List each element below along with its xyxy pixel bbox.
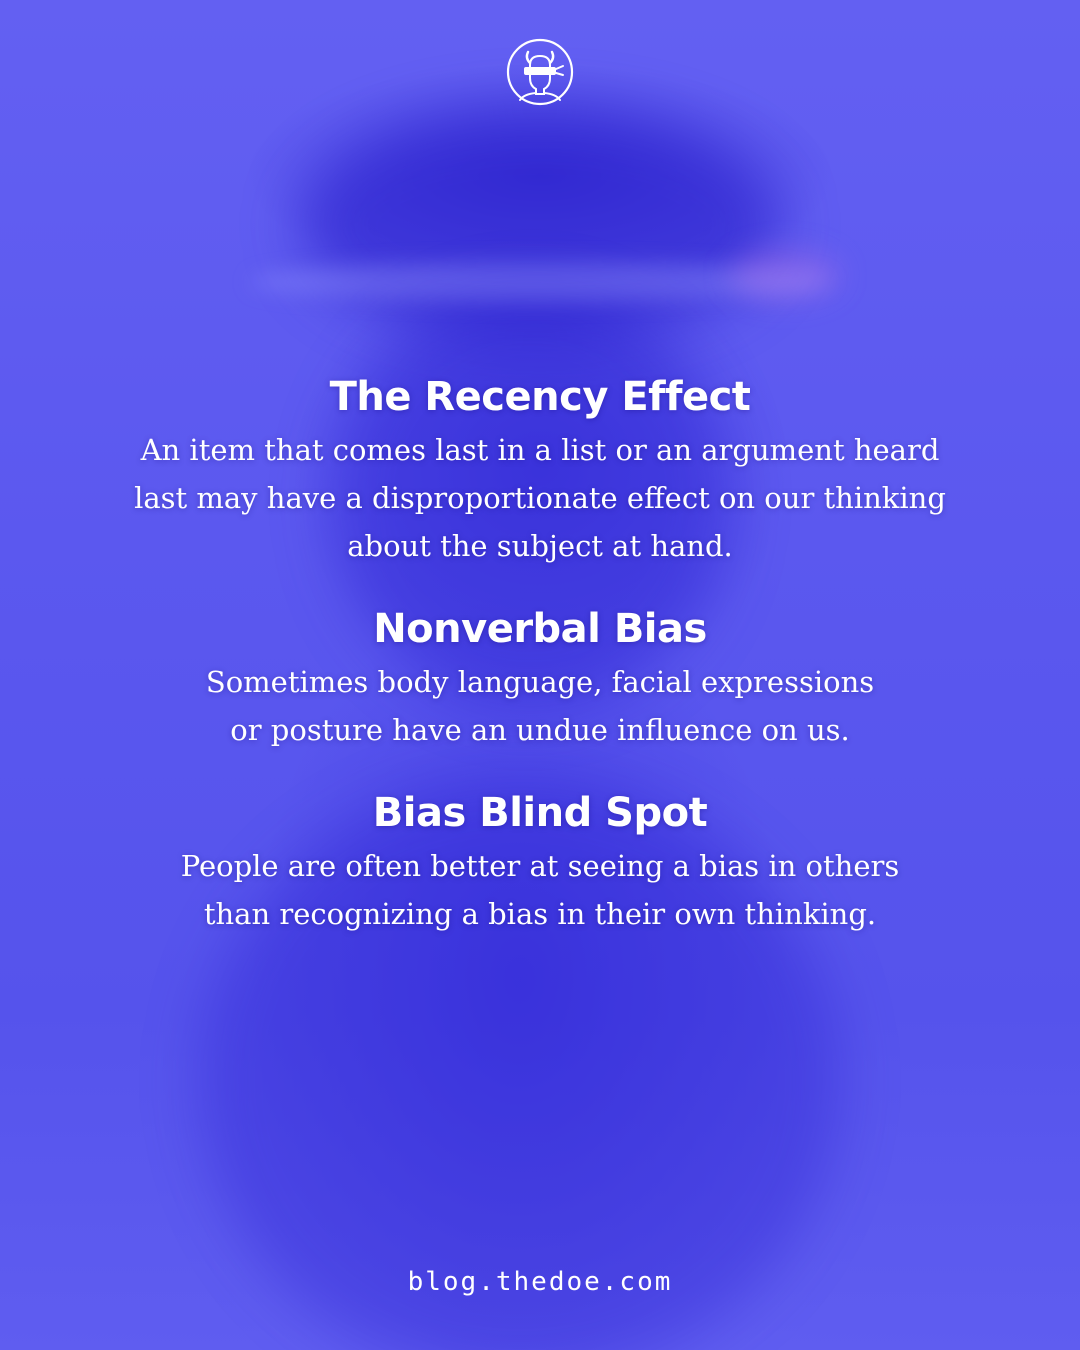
background-blindfold-band [250, 262, 830, 302]
description-line: last may have a disproportionate effect on our thinking [134, 481, 946, 515]
background-highlight [730, 250, 840, 300]
description-line: or posture have an undue influence on us. [230, 713, 850, 747]
section-recency-effect [60, 368, 1020, 570]
section-title: The Recency Effect [329, 374, 751, 420]
section-description [170, 658, 910, 754]
description-line: than recognizing a bias in their own thinking. [203, 897, 877, 931]
blindfolded-horned-head-icon [506, 38, 574, 106]
description-line: People are often better at seeing a bias in others [180, 849, 900, 883]
description-line: Sometimes body language, facial expressions [205, 665, 875, 699]
section-bias-blind-spot [60, 784, 1020, 938]
content-block [60, 368, 1020, 938]
section-description [150, 842, 930, 938]
section-title: Bias Blind Spot [372, 790, 708, 836]
section-nonverbal-bias [60, 600, 1020, 754]
background-head-silhouette [300, 110, 780, 340]
section-title: Nonverbal Bias [373, 606, 707, 652]
footer-url[interactable]: blog.thedoe.com [407, 1267, 673, 1297]
description-line: about the subject at hand. [347, 529, 733, 563]
description-line: An item that comes last in a list or an argument heard [140, 433, 940, 467]
section-description [110, 426, 970, 570]
